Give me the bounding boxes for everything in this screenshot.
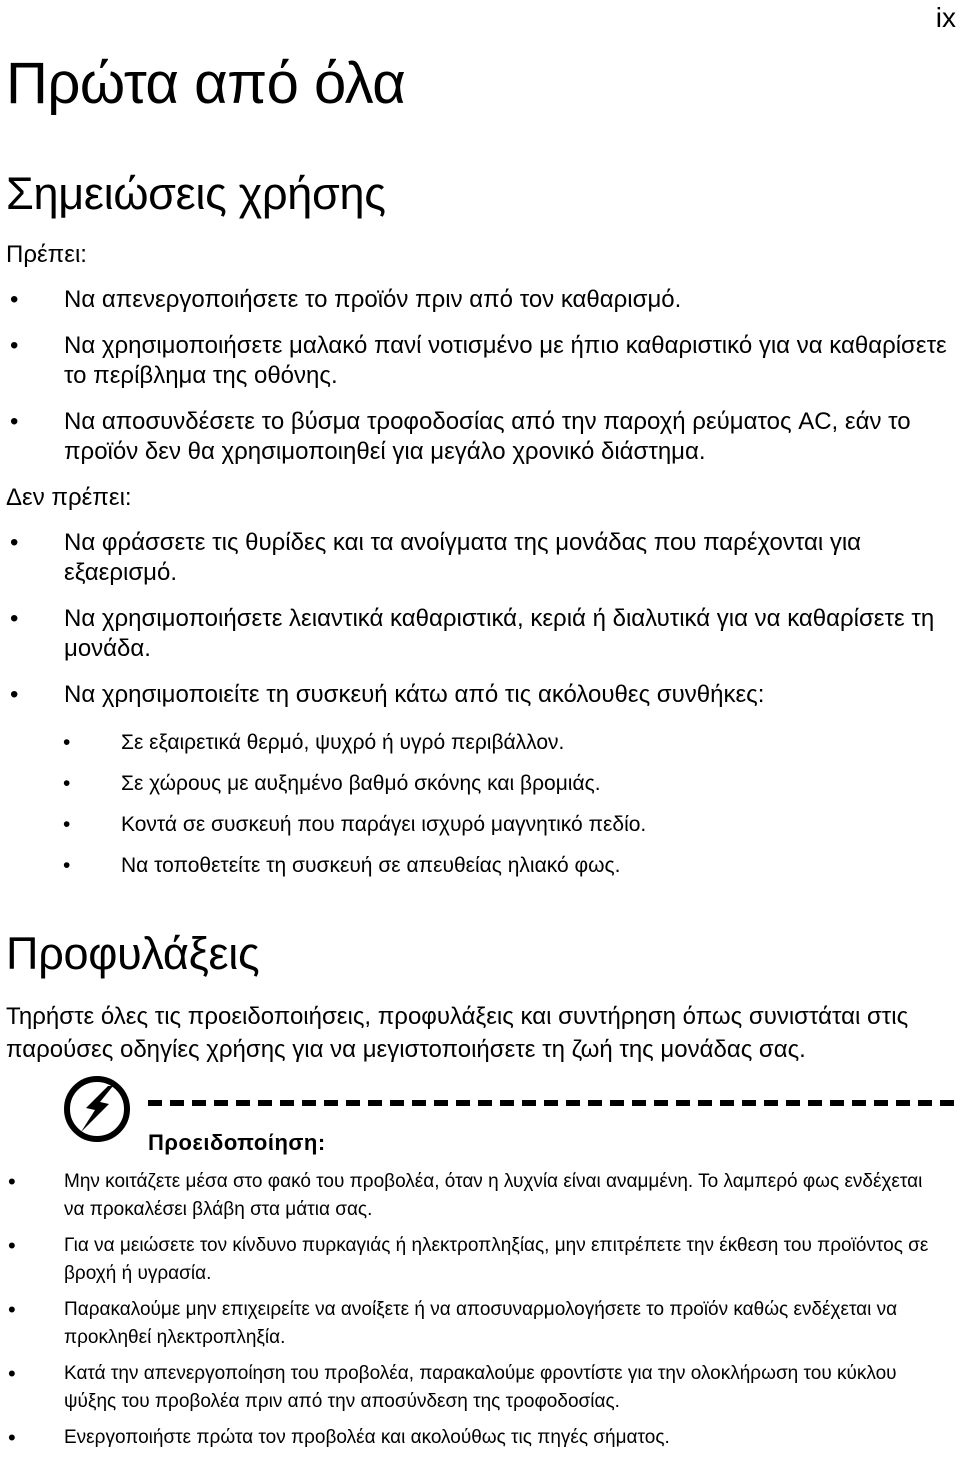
bullet-icon: • — [63, 854, 71, 877]
list-item: • Να χρησιμοποιείτε τη συσκευή κάτω από τις ακόλουθες συνθήκες: — [10, 681, 765, 708]
list-item: • Να αποσυνδέσετε το βύσμα τροφοδοσίας από την παροχή ρεύματος AC, εάν το προϊόν δεν θα χρησιμοποιηθεί για μεγάλο χρονικό διάστημα. — [10, 408, 911, 465]
bullet-icon: • — [63, 731, 71, 754]
bullet-icon: • — [8, 1361, 16, 1386]
bullet-icon: • — [8, 1425, 16, 1450]
list-item: • Σε εξαιρετικά θερμό, ψυχρό ή υγρό περιβάλλον. — [63, 731, 565, 754]
list-item: • Να χρησιμοποιήσετε λειαντικά καθαριστικά, κεριά ή διαλυτικά για να καθαρίσετε τη μονάδα. — [10, 605, 935, 662]
must-list — [10, 285, 954, 483]
bullet-icon: • — [63, 772, 71, 795]
list-item: • Παρακαλούμε μην επιχειρείτε να ανοίξετε ή να αποσυναρμολογήσετε το προϊόν καθώς ενδέχεται να προκληθεί ηλεκτροπληξία. — [8, 1297, 898, 1348]
list-item: • Να απενεργοποιήσετε το προϊόν πριν από τον καθαρισμό. — [10, 286, 682, 313]
must-not-label: Δεν πρέπει: — [6, 484, 132, 511]
list-item: • Να φράσσετε τις θυρίδες και τα ανοίγματα της μονάδας που παρέχονται για εξαερισμό. — [10, 529, 862, 586]
conditions-list — [63, 730, 940, 894]
bullet-icon: • — [8, 1297, 16, 1322]
must-not-list — [10, 528, 954, 726]
list-item: • Μην κοιτάζετε μέσα στο φακό του προβολέα, όταν η λυχνία είναι αναμμένη. Το λαμπερό φως ενδέχεται να προκαλέσει βλάβη στα μάτια σας. — [8, 1169, 923, 1220]
lightning-warning-icon — [63, 1075, 131, 1143]
list-item: • Να χρησιμοποιήσετε μαλακό πανί νοτισμένο με ήπιο καθαριστικό για να καθαρίσετε το περίβλημα της οθόνης. — [10, 332, 947, 389]
warning-list — [8, 1168, 946, 1460]
chapter-title: Πρώτα από όλα — [6, 51, 406, 116]
precautions-heading: Προφυλάξεις — [6, 928, 260, 979]
bullet-icon: • — [10, 286, 19, 313]
bullet-icon: • — [10, 408, 19, 435]
page-number: ix — [935, 2, 956, 33]
must-label: Πρέπει: — [6, 241, 87, 268]
warning-divider — [148, 1100, 960, 1106]
list-item: • Σε χώρους με αυξημένο βαθμό σκόνης και βρομιάς. — [63, 772, 601, 795]
list-item: • Ενεργοποιήστε πρώτα τον προβολέα και ακολούθως τις πηγές σήματος. — [8, 1425, 670, 1450]
list-item: • Για να μειώσετε τον κίνδυνο πυρκαγιάς ή ηλεκτροπληξίας, μην επιτρέπετε την έκθεση του προϊόντος σε βροχή ή υγρασία. — [8, 1233, 929, 1284]
bullet-icon: • — [10, 332, 19, 359]
bullet-icon: • — [10, 605, 19, 632]
precautions-intro: Τηρήστε όλες τις προειδοποιήσεις, προφυλάξεις και συντήρηση όπως συνιστάται στις παρούσες οδηγίες χρήσης για να μεγιστοποιήσετε τη ζωή της μονάδας σας. — [6, 1003, 909, 1063]
list-item: • Κοντά σε συσκευή που παράγει ισχυρό μαγνητικό πεδίο. — [63, 813, 647, 836]
bullet-icon: • — [10, 681, 19, 708]
bullet-icon: • — [63, 813, 71, 836]
warning-title: Προειδοποίηση: — [148, 1130, 326, 1155]
bullet-icon: • — [8, 1233, 16, 1258]
list-item: • Κατά την απενεργοποίηση του προβολέα, παρακαλούμε φροντίστε για την ολοκλήρωση του κύκλου ψύξης του προβολέα πριν από την αποσύνδεση της τροφοδοσίας. — [8, 1361, 897, 1412]
list-item: • Να τοποθετείτε τη συσκευή σε απευθείας ηλιακό φως. — [63, 854, 621, 877]
bullet-icon: • — [10, 529, 19, 556]
bullet-icon: • — [8, 1169, 16, 1194]
usage-notes-heading: Σημειώσεις χρήσης — [6, 168, 386, 219]
